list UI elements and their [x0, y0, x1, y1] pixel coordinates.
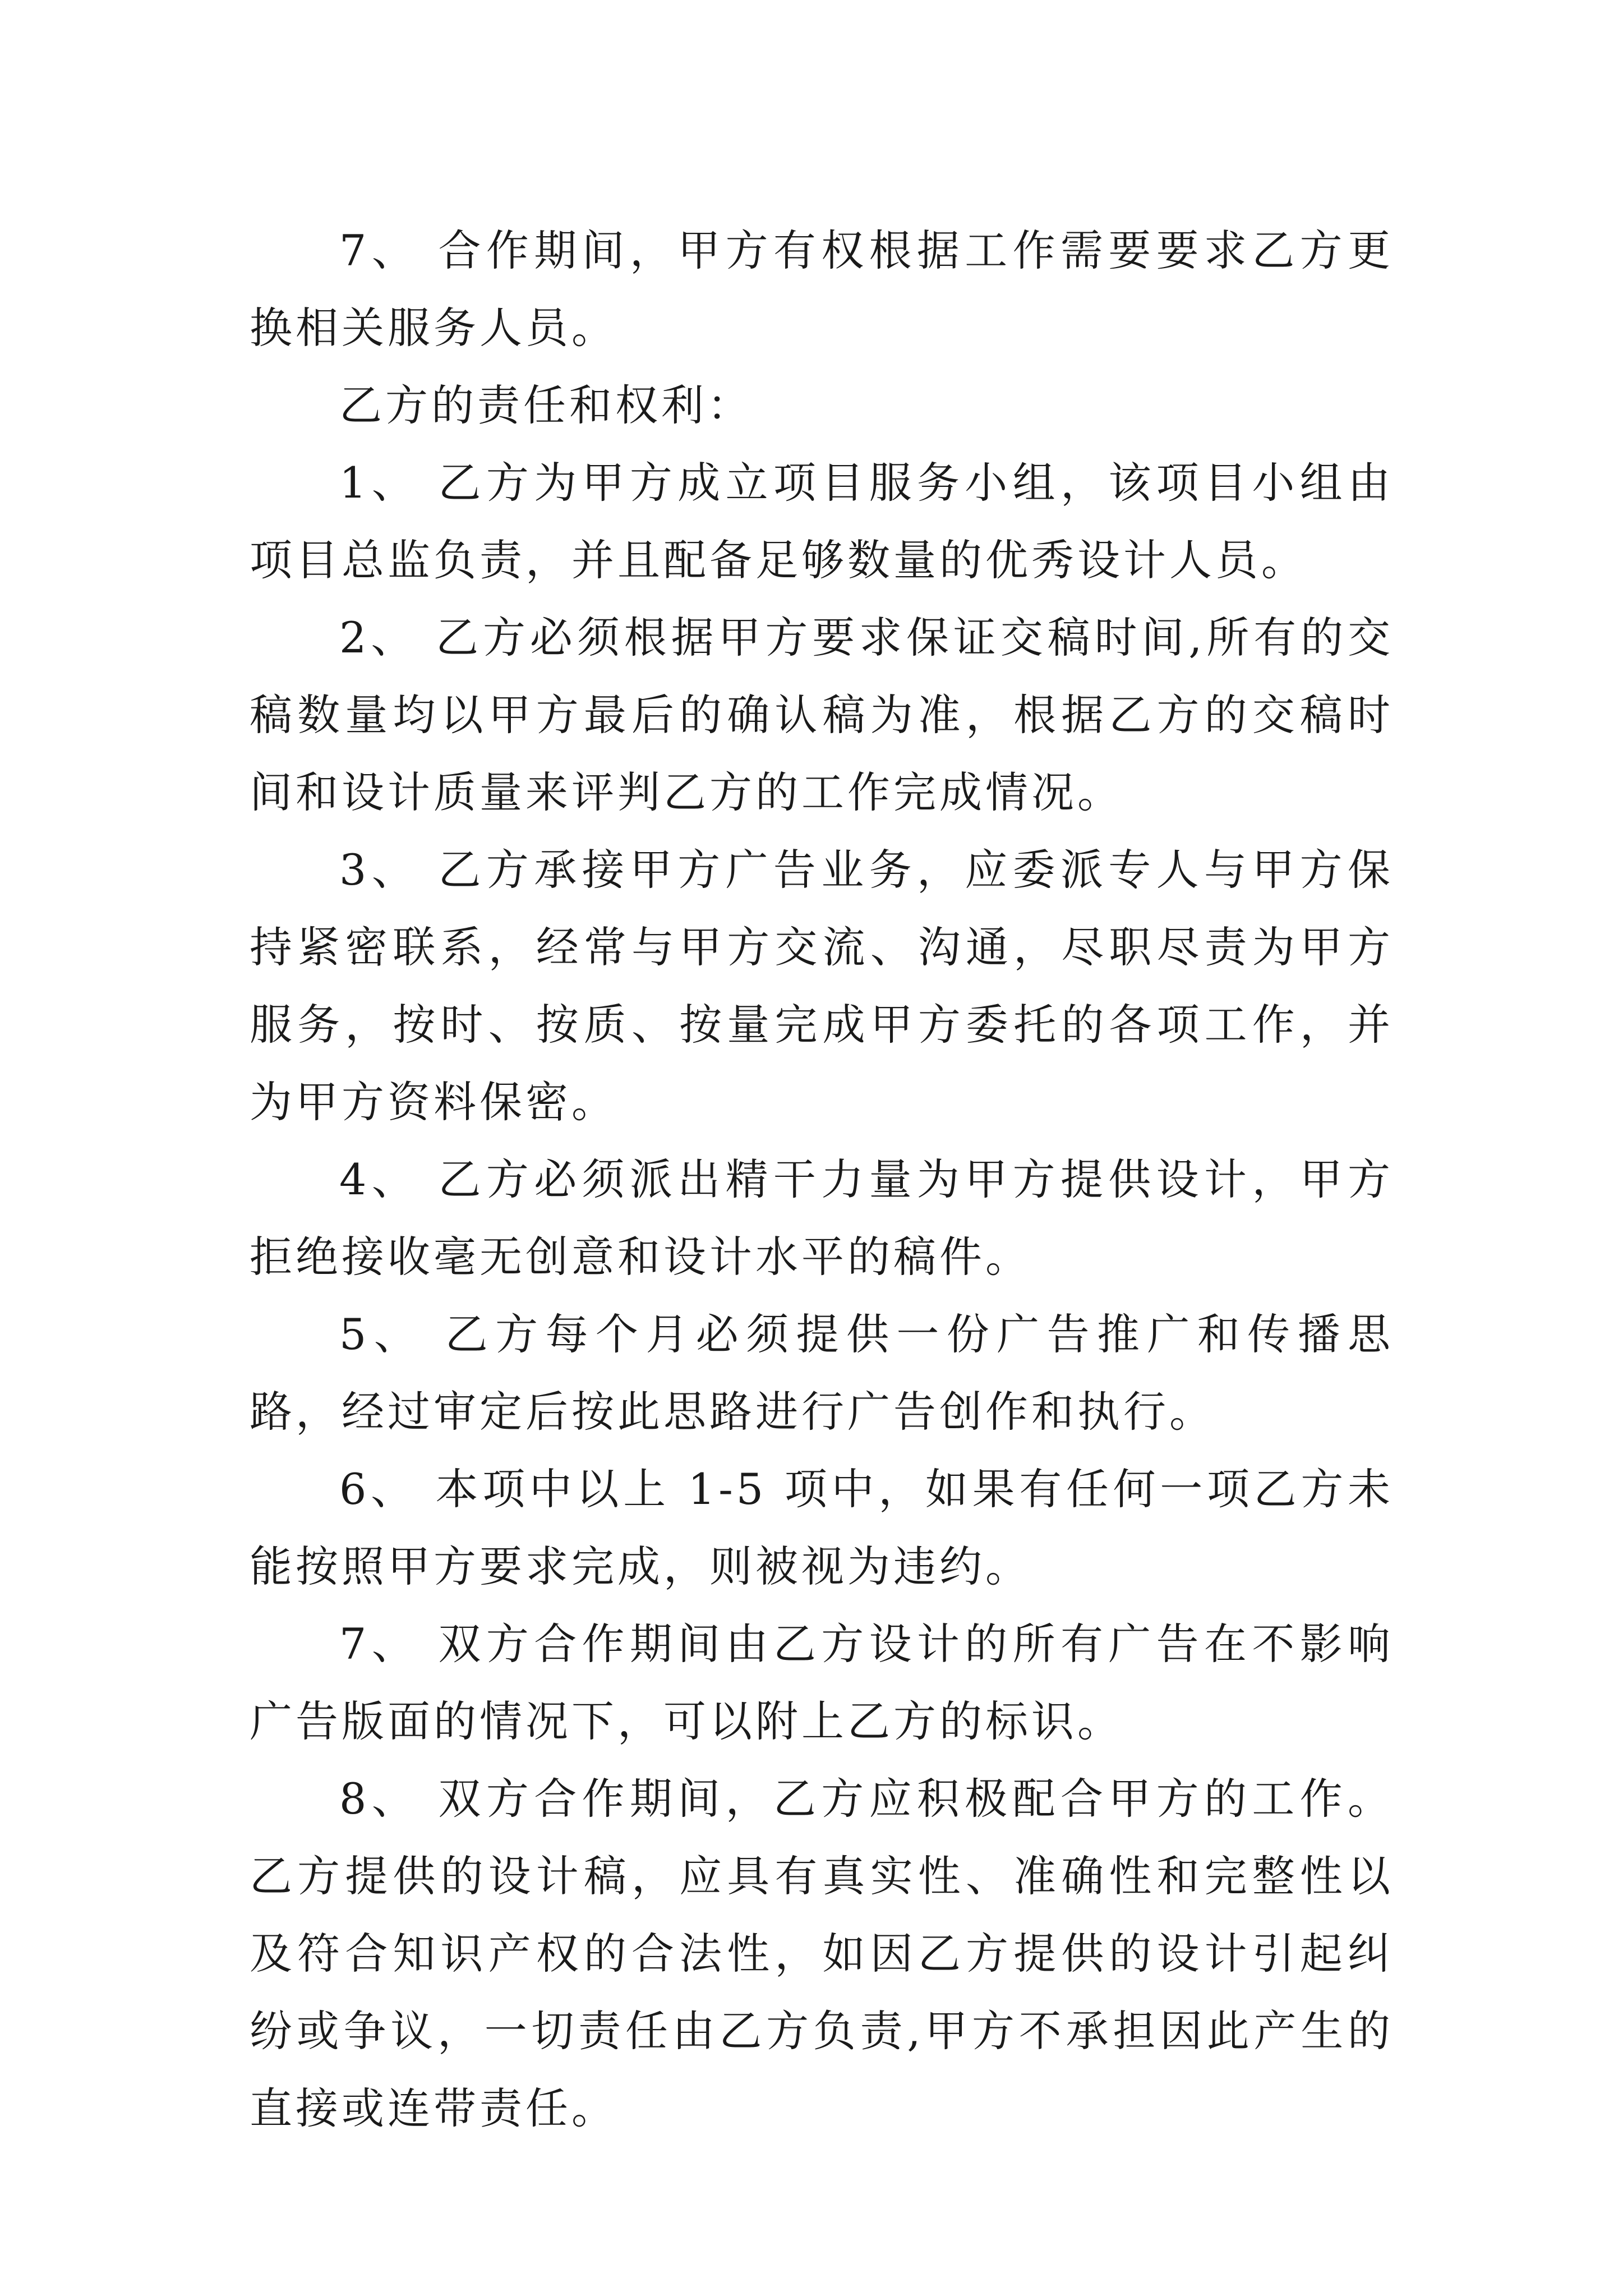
paragraph-item-4-design-quality: 4、 乙方必须派出精干力量为甲方提供设计，甲方拒绝接收毫无创意和设计水平的稿件。 [250, 1154, 1394, 1282]
section-heading-party-b-duties: 乙方的责任和权利： [339, 380, 753, 430]
paragraph-item-7-logo: 7、 双方合作期间由乙方设计的所有广告在不影响广告版面的情况下，可以附上乙方的标识。 [250, 1619, 1394, 1746]
paragraph-item-5-monthly-plan: 5、 乙方每个月必须提供一份广告推广和传播思路，经过审定后按此思路进行广告创作和执行。 [250, 1309, 1394, 1437]
paragraph-item-2-delivery-time: 2、 乙方必须根据甲方要求保证交稿时间,所有的交稿数量均以甲方最后的确认稿为准，根据乙方的交稿时间和设计质量来评判乙方的工作完成情况。 [250, 613, 1394, 817]
paragraph-item-8-liability: 8、 双方合作期间，乙方应积极配合甲方的工作。乙方提供的设计稿，应具有真实性、准确性和完整性以及符合知识产权的合法性，如因乙方提供的设计引起纠纷或争议，一切责任由乙方负责,甲方不承担因此产生的直接或连带责任。 [250, 1774, 1394, 2133]
paragraph-item-6-breach: 6、 本项中以上 1-5 项中，如果有任何一项乙方未能按照甲方要求完成，则被视为违约。 [250, 1464, 1394, 1591]
paragraph-item-7-replace-staff: 7、 合作期间，甲方有权根据工作需要要求乙方更换相关服务人员。 [250, 226, 1394, 353]
paragraph-item-1-service-team: 1、 乙方为甲方成立项目服务小组，该项目小组由项目总监负责，并且配备足够数量的优秀设计人员。 [250, 458, 1394, 585]
document-body [250, 212, 1394, 2147]
paragraph-item-3-dedicated-contact: 3、 乙方承接甲方广告业务，应委派专人与甲方保持紧密联系，经常与甲方交流、沟通，尽职尽责为甲方服务，按时、按质、按量完成甲方委托的各项工作，并为甲方资料保密。 [250, 845, 1394, 1127]
